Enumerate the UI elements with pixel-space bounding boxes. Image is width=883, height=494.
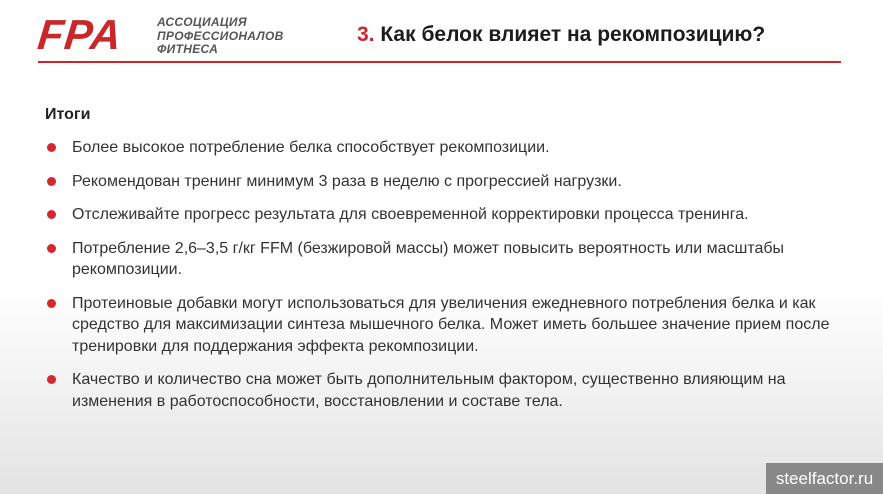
bullet-text: Потребление 2,6–3,5 г/кг FFM (безжировой массы) может повысить вероятность или масштабы рекомпозиции. bbox=[72, 239, 785, 278]
site-watermark: steelfactor.ru bbox=[766, 463, 883, 494]
header-divider bbox=[38, 61, 841, 63]
slide-title-number: 3. bbox=[357, 23, 375, 46]
bullet-dot-icon bbox=[47, 244, 56, 253]
bullet-item bbox=[45, 171, 835, 193]
slide-title bbox=[357, 23, 765, 47]
bullet-item bbox=[45, 293, 835, 358]
bullet-text: Отслеживайте прогресс результата для своевременной корректировки процесса тренинга. bbox=[72, 206, 749, 223]
bullet-dot-icon bbox=[47, 177, 56, 186]
bullet-text: Качество и количество сна может быть дополнительным фактором, существенно влияющим на изменения в работоспособности, восстановлении и составе тела. bbox=[72, 371, 786, 410]
slide-title-text: Как белок влияет на рекомпозицию? bbox=[380, 23, 766, 46]
bullet-item bbox=[45, 238, 835, 281]
logo-line-3: ФИТНЕСА bbox=[157, 42, 219, 56]
bullet-item bbox=[45, 137, 835, 159]
bullet-text: Протеиновые добавки могут использоваться для увеличения ежедневного потребления белка и как средство для максимизации синтеза мышечного белка. Может иметь большее значение прием после тренировки для поддержания эффекта рекомпозиции. bbox=[72, 294, 830, 355]
logo-line-2: ПРОФЕССИОНАЛОВ bbox=[157, 28, 284, 43]
bullet-text: Рекомендован тренинг минимум 3 раза в неделю с прогрессией нагрузки. bbox=[72, 172, 622, 190]
bullet-dot-icon bbox=[47, 210, 56, 219]
section-heading: Итоги bbox=[45, 106, 91, 123]
bullet-item bbox=[45, 369, 835, 412]
fpa-logo: FPA bbox=[35, 11, 125, 58]
bullet-dot-icon bbox=[47, 375, 56, 384]
slide-header bbox=[0, 0, 883, 64]
bullet-item bbox=[45, 204, 835, 226]
logo-caption bbox=[157, 16, 284, 57]
bullet-dot-icon bbox=[47, 299, 56, 308]
bullet-dot-icon bbox=[47, 143, 56, 152]
logo-line-1: АССОЦИАЦИЯ bbox=[157, 15, 247, 29]
bullet-list bbox=[45, 137, 835, 412]
bullet-text: Более высокое потребление белка способствует рекомпозиции. bbox=[72, 139, 550, 156]
